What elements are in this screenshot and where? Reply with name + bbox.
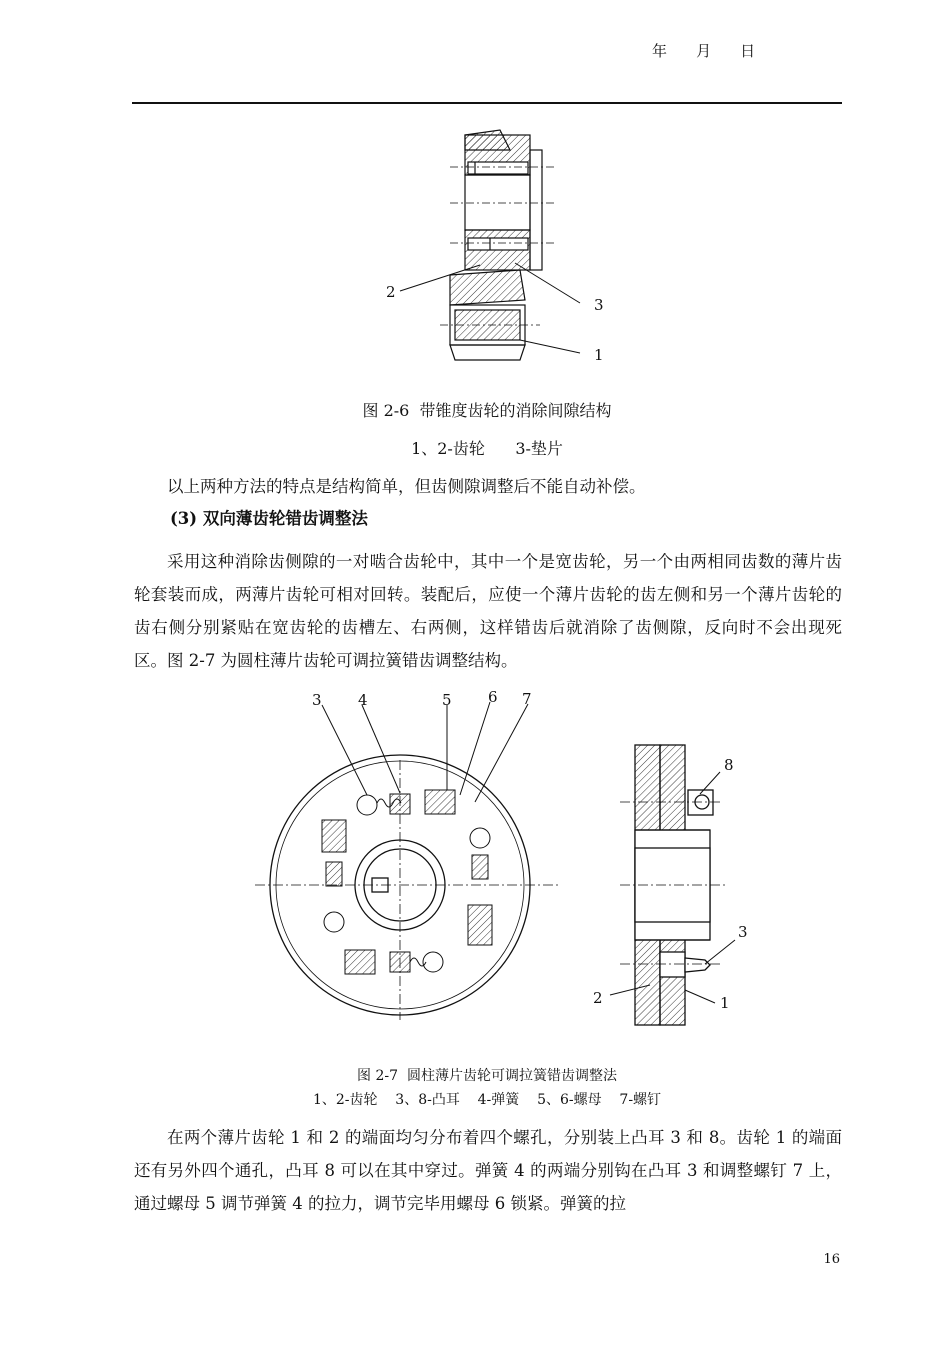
fig26-label-1: 1 <box>594 346 604 364</box>
paragraph-1: 以上两种方法的特点是结构简单，但齿侧隙调整后不能自动补偿。 <box>167 477 646 496</box>
section-heading: (3) 双向薄齿轮错齿调整法 <box>170 509 368 528</box>
fig27-label-3: 3 <box>312 691 322 709</box>
fig26-label-3: 3 <box>594 296 604 314</box>
fig27-side-label-3: 3 <box>738 923 748 941</box>
figure-2-6-legend: 1、2-齿轮 3-垫片 <box>411 439 563 458</box>
paragraph-3: 在两个薄片齿轮 1 和 2 的端面均匀分布着四个螺孔，分别装上凸耳 3 和 8。齿轮 1 的端面还有另外四个通孔，凸耳 8 可以在其中穿过。弹簧 4 的两端分别钩在凸耳 3 和调整螺钉 7 上，通过螺母 5 调节弹簧 4 的拉力，调节完毕用螺母 6 锁紧。弹簧的拉 <box>134 1128 842 1213</box>
header-rule <box>132 102 842 104</box>
page-number: 16 <box>823 1252 840 1267</box>
fig27-side-label-2: 2 <box>593 989 603 1007</box>
figure-2-7-caption: 图 2-7 圆柱薄片齿轮可调拉簧错齿调整法 <box>357 1068 617 1084</box>
fig26-label-2: 2 <box>386 283 396 301</box>
fig27-label-7: 7 <box>522 690 532 708</box>
fig27-side-label-1: 1 <box>720 994 730 1012</box>
figure-2-6-drawing <box>380 125 620 370</box>
fig27-side-label-8: 8 <box>724 756 734 774</box>
header-date: 年 月 日 <box>652 42 758 60</box>
figure-2-6-caption: 图 2-6 带锥度齿轮的消除间隙结构 <box>362 401 612 420</box>
fig27-label-6: 6 <box>488 690 498 706</box>
figure-2-7-legend: 1、2-齿轮 3、8-凸耳 4-弹簧 5、6-螺母 7-螺钉 <box>312 1092 662 1108</box>
fig27-label-4: 4 <box>358 691 368 709</box>
paragraph-2: 采用这种消除齿侧隙的一对啮合齿轮中，其中一个是宽齿轮，另一个由两相同齿数的薄片齿轮套装而成，两薄片齿轮可相对回转。装配后，应使一个薄片齿轮的齿左侧和另一个薄片齿轮的齿右侧分别紧贴在宽齿轮的齿槽左、右两侧，这样错齿后就消除了齿侧隙，反向时不会出现死区。图 2-7 为圆柱薄片齿轮可调拉簧错齿调整结构。 <box>134 552 842 670</box>
figure-2-7-drawing <box>250 690 770 1035</box>
fig27-label-5: 5 <box>442 691 452 709</box>
